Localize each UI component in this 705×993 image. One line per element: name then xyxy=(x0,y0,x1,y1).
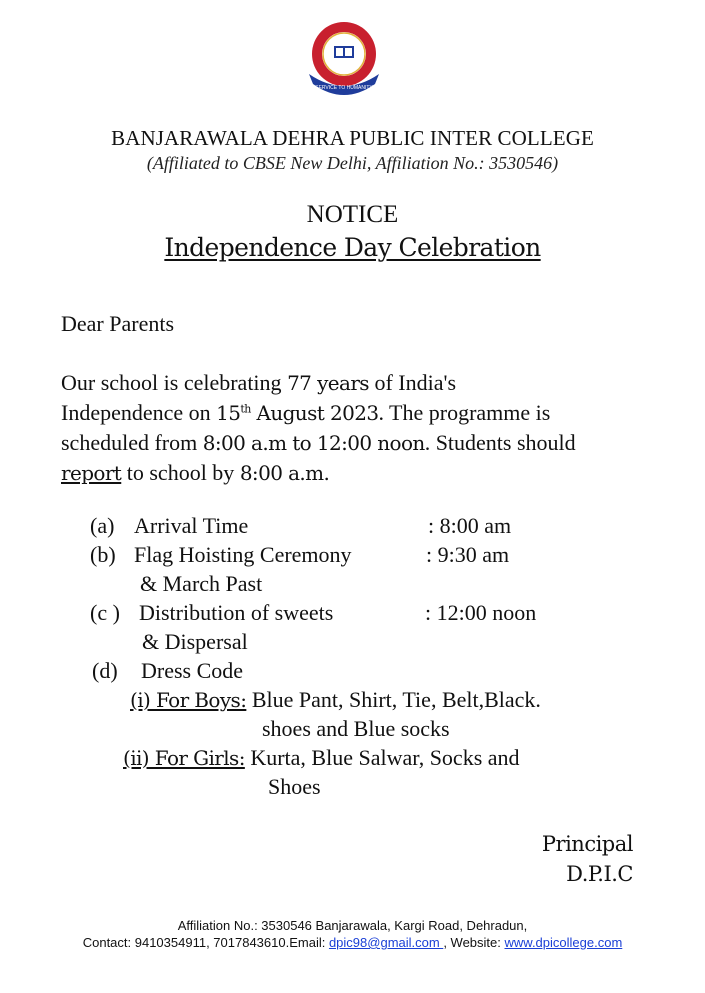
footer-address: Affiliation No.: 3530546 Banjarawala, Kargi Road, Dehradun, xyxy=(177,918,528,933)
schedule-marker-c: (c ) xyxy=(90,600,120,625)
text: of India's xyxy=(368,370,457,395)
date-suffix: th xyxy=(240,402,251,416)
text: Independence on xyxy=(61,400,217,425)
text: scheduled from xyxy=(61,430,203,455)
schedule-label-d: Dress Code xyxy=(141,658,244,683)
date-rest: August 2023 xyxy=(250,401,379,425)
dress-code-girls xyxy=(123,745,520,771)
girls-label: (ii) For Girls: xyxy=(123,746,245,770)
notice-paragraph xyxy=(61,368,661,488)
signature-title: Principal xyxy=(541,832,633,856)
salutation: Dear Parents xyxy=(61,311,175,336)
dress-code-girls-2: Shoes xyxy=(268,774,321,799)
affiliation-line: (Affiliated to CBSE New Delhi, Affiliation No.: 3530546) xyxy=(146,153,559,173)
dress-code-boys xyxy=(130,687,541,713)
college-name: BANJARAWALA DEHRA PUBLIC INTER COLLEGE xyxy=(111,126,594,150)
signature-org: D.P.I.C xyxy=(566,862,633,886)
footer-contact xyxy=(0,935,705,950)
schedule-label-c: Distribution of sweets xyxy=(139,600,334,625)
svg-text:SERVICE TO HUMANITY: SERVICE TO HUMANITY xyxy=(315,85,373,91)
separator-text: , Website: xyxy=(443,935,505,950)
schedule-time-a: : 8:00 am xyxy=(428,513,512,538)
boys-label: (i) For Boys: xyxy=(130,688,247,712)
text: . The programme is xyxy=(378,400,551,425)
schedule-marker-b: (b) xyxy=(90,542,116,567)
schedule-label-a: Arrival Time xyxy=(134,513,249,538)
date-highlight xyxy=(216,401,378,425)
dress-code-boys-2: shoes and Blue socks xyxy=(262,716,450,741)
schedule-marker-d: (d) xyxy=(92,658,118,683)
schedule-label-c2: & Dispersal xyxy=(142,629,248,654)
text: . Students should xyxy=(424,430,576,455)
email-link[interactable]: dpic98@gmail.com xyxy=(328,935,444,950)
school-emblem-icon xyxy=(303,18,385,100)
text: Our school is celebrating xyxy=(61,370,288,395)
schedule-time-b: : 9:30 am xyxy=(426,542,510,567)
notice-heading: NOTICE xyxy=(306,201,399,228)
text: to school by xyxy=(121,460,240,485)
schedule-label-b: Flag Hoisting Ceremony xyxy=(134,542,352,567)
girls-text: Kurta, Blue Salwar, Socks and xyxy=(244,745,520,770)
report-time-highlight: 8:00 a.m. xyxy=(239,461,330,485)
contact-text: Contact: 9410354911, 7017843610.Email: xyxy=(82,935,329,950)
website-link[interactable]: www.dpicollege.com xyxy=(504,935,623,950)
schedule-label-b2: & March Past xyxy=(140,571,263,596)
report-highlight: report xyxy=(61,461,122,485)
date-day: 15 xyxy=(216,401,241,425)
schedule-time-c: : 12:00 noon xyxy=(425,600,537,625)
boys-text: Blue Pant, Shirt, Tie, Belt,Black. xyxy=(246,687,541,712)
schedule-marker-a: (a) xyxy=(90,513,115,538)
time-range-highlight: 8:00 a.m to 12:00 noon xyxy=(202,431,425,455)
event-title: Independence Day Celebration xyxy=(164,233,541,262)
years-highlight: 77 years xyxy=(287,371,369,395)
